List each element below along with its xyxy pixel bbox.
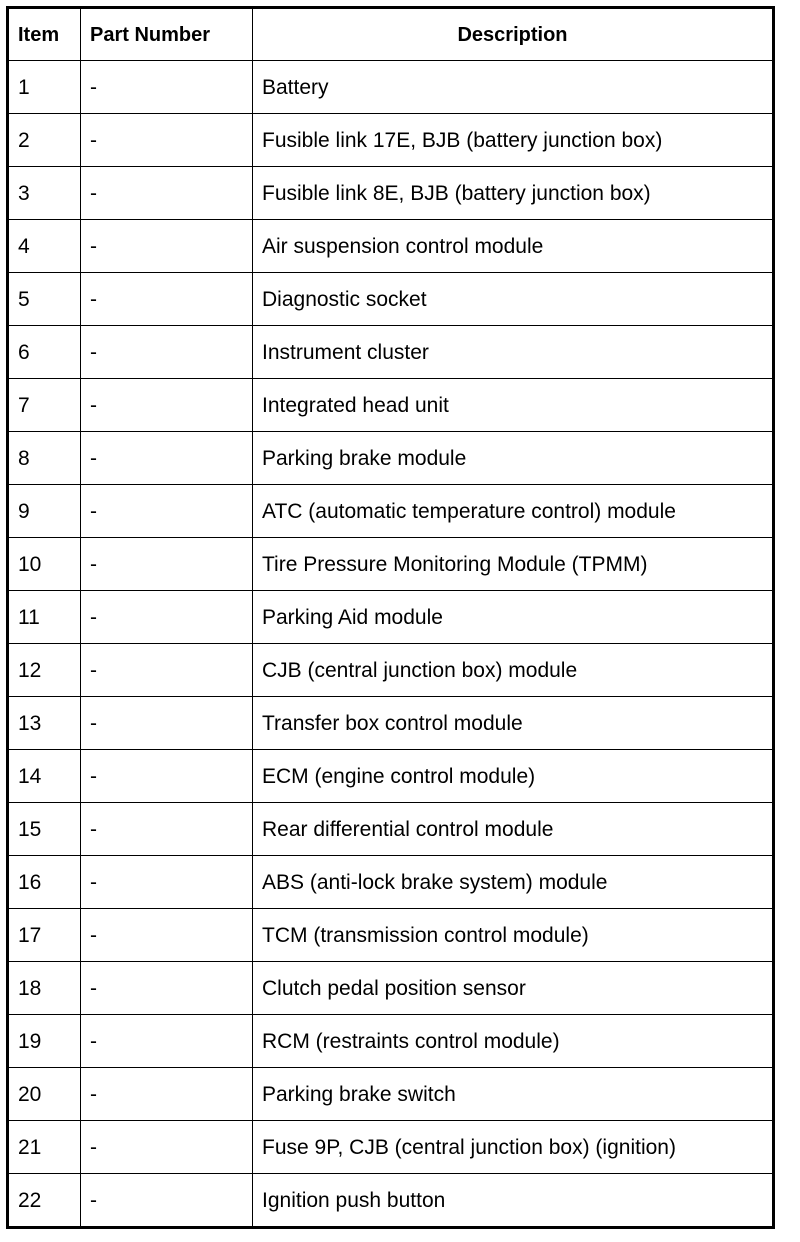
table-row [8,220,774,273]
cell-item: 4 [8,220,81,273]
cell-item: 16 [8,856,81,909]
cell-description: ABS (anti-lock brake system) module [253,856,774,909]
table-row [8,61,774,114]
cell-description: Instrument cluster [253,326,774,379]
cell-description: Ignition push button [253,1174,774,1228]
cell-description: Air suspension control module [253,220,774,273]
cell-description: Parking brake module [253,432,774,485]
table-row [8,1068,774,1121]
table-row [8,750,774,803]
cell-item: 11 [8,591,81,644]
cell-description: Transfer box control module [253,697,774,750]
cell-part-number: - [81,909,253,962]
cell-part-number: - [81,220,253,273]
cell-part-number: - [81,856,253,909]
cell-description: Battery [253,61,774,114]
header-description: Description [253,8,774,61]
parts-table [6,6,775,1229]
cell-item: 1 [8,61,81,114]
cell-part-number: - [81,432,253,485]
table-row [8,326,774,379]
table-row [8,273,774,326]
cell-description: ATC (automatic temperature control) module [253,485,774,538]
cell-description: Tire Pressure Monitoring Module (TPMM) [253,538,774,591]
cell-item: 14 [8,750,81,803]
cell-part-number: - [81,644,253,697]
cell-part-number: - [81,538,253,591]
cell-description: Parking brake switch [253,1068,774,1121]
table-row [8,114,774,167]
cell-part-number: - [81,697,253,750]
table-row [8,432,774,485]
cell-item: 5 [8,273,81,326]
cell-item: 17 [8,909,81,962]
cell-part-number: - [81,61,253,114]
cell-item: 18 [8,962,81,1015]
cell-item: 15 [8,803,81,856]
cell-item: 19 [8,1015,81,1068]
table-row [8,803,774,856]
cell-part-number: - [81,750,253,803]
cell-part-number: - [81,803,253,856]
header-part-number: Part Number [81,8,253,61]
cell-part-number: - [81,1174,253,1228]
cell-description: Fusible link 8E, BJB (battery junction box) [253,167,774,220]
table-row [8,167,774,220]
cell-part-number: - [81,167,253,220]
table-row [8,538,774,591]
table-body [8,61,774,1228]
cell-item: 22 [8,1174,81,1228]
table-row [8,591,774,644]
cell-description: Fuse 9P, CJB (central junction box) (ignition) [253,1121,774,1174]
cell-description: ECM (engine control module) [253,750,774,803]
cell-item: 21 [8,1121,81,1174]
cell-description: Integrated head unit [253,379,774,432]
cell-part-number: - [81,114,253,167]
cell-description: Rear differential control module [253,803,774,856]
cell-item: 20 [8,1068,81,1121]
table-row [8,856,774,909]
cell-part-number: - [81,591,253,644]
cell-item: 9 [8,485,81,538]
cell-part-number: - [81,326,253,379]
cell-description: Clutch pedal position sensor [253,962,774,1015]
cell-part-number: - [81,1015,253,1068]
cell-item: 7 [8,379,81,432]
cell-description: Fusible link 17E, BJB (battery junction box) [253,114,774,167]
table-row [8,379,774,432]
cell-part-number: - [81,379,253,432]
cell-description: CJB (central junction box) module [253,644,774,697]
table-header-row [8,8,774,61]
cell-item: 13 [8,697,81,750]
table-row [8,644,774,697]
cell-part-number: - [81,962,253,1015]
table-row [8,909,774,962]
table-row [8,697,774,750]
cell-description: Parking Aid module [253,591,774,644]
cell-item: 8 [8,432,81,485]
cell-description: TCM (transmission control module) [253,909,774,962]
table-row [8,1015,774,1068]
cell-part-number: - [81,1121,253,1174]
cell-item: 10 [8,538,81,591]
cell-description: RCM (restraints control module) [253,1015,774,1068]
table-row [8,485,774,538]
cell-description: Diagnostic socket [253,273,774,326]
cell-item: 3 [8,167,81,220]
cell-part-number: - [81,485,253,538]
header-item: Item [8,8,81,61]
cell-part-number: - [81,273,253,326]
table-row [8,1121,774,1174]
table-row [8,962,774,1015]
cell-item: 12 [8,644,81,697]
cell-item: 6 [8,326,81,379]
table-row [8,1174,774,1228]
cell-part-number: - [81,1068,253,1121]
cell-item: 2 [8,114,81,167]
